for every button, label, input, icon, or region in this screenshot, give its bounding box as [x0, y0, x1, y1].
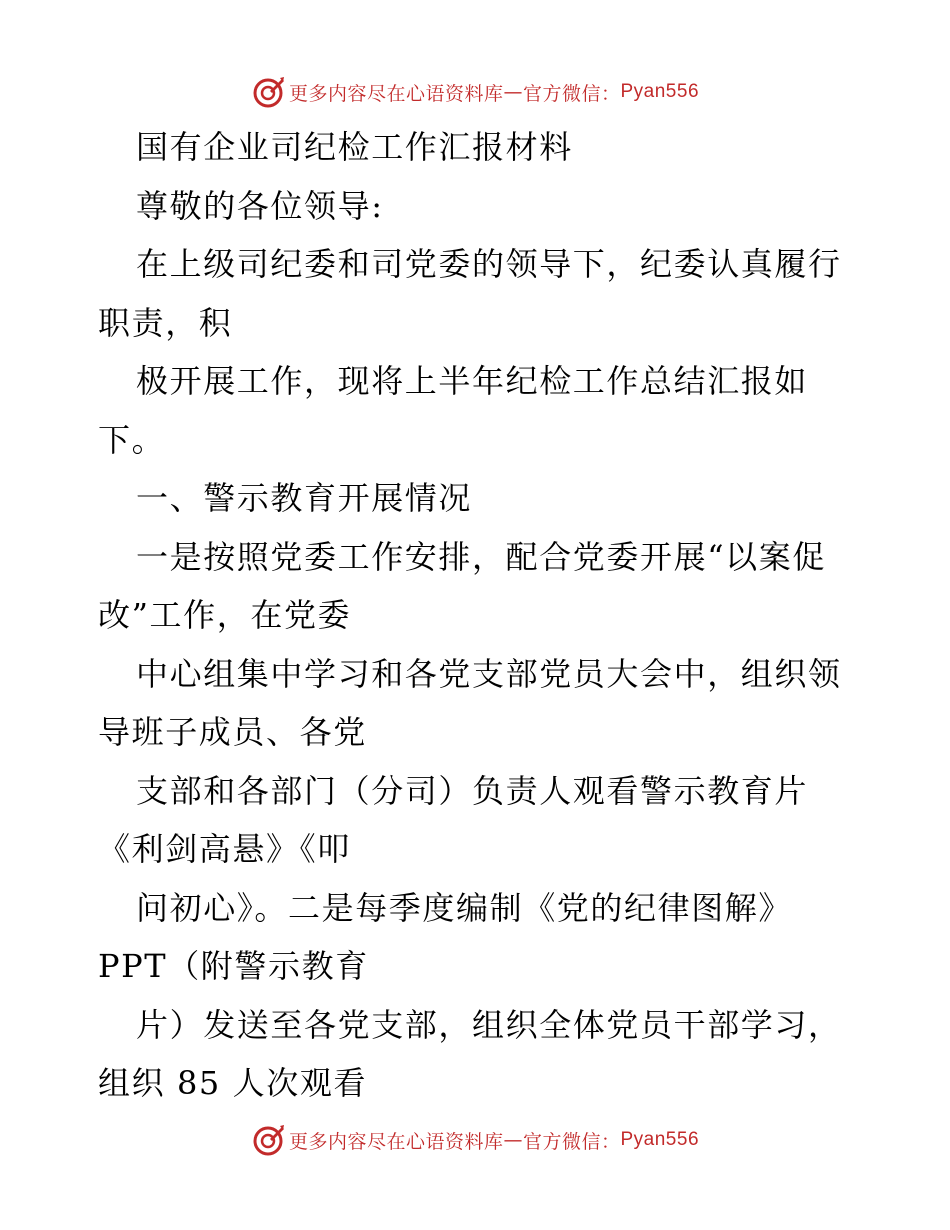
paragraph-line: 片）发送至各党支部，组织全体党员干部学习， [136, 1005, 842, 1044]
document-title: 国有企业司纪检工作汇报材料 [136, 128, 573, 166]
paragraph-line: 导班子成员、各党 [98, 713, 367, 751]
paragraph-line: 改”工作，在党委 [98, 596, 352, 634]
paragraph-line: 在上级司纪委和司党委的领导下，纪委认真履行 [136, 245, 842, 283]
paragraph-line: 支部和各部门（分司）负责人观看警示教育片 [136, 771, 809, 810]
watermark-main-text: 更多内容尽在心语资料库 [288, 1130, 504, 1153]
watermark-wechat-id: Pyan556 [620, 81, 700, 102]
watermark-wechat-id: Pyan556 [620, 1129, 700, 1150]
paragraph-line: 问初心》。二是每季度编制《党的纪律图解》 [136, 888, 793, 927]
paragraph-line: 职责，积 [98, 303, 233, 342]
paragraph-line: 《利剑高悬》《叩 [98, 830, 351, 868]
paragraph-line: 中心组集中学习和各党支部党员大会中，组织领 [136, 654, 842, 693]
watermark-wechat-label: 官方微信： [522, 1130, 621, 1153]
watermark-main-text: 更多内容尽在心语资料库 [288, 82, 504, 105]
paragraph-line: 组织 85 人次观看 [98, 1064, 368, 1102]
paragraph-line: 一是按照党委工作安排，配合党委开展“以案促 [136, 537, 826, 576]
brand-logo-icon [251, 1123, 285, 1157]
watermark-dash: — [503, 81, 523, 103]
salutation: 尊敬的各位领导: [136, 186, 384, 225]
watermark-dash: — [503, 1129, 523, 1151]
paragraph-line: 极开展工作，现将上半年纪检工作总结汇报如 [136, 362, 809, 400]
paragraph-line: PPT（附警示教育 [98, 947, 369, 985]
section-heading: 一、警示教育开展情况 [136, 479, 473, 517]
document-body [98, 118, 858, 1113]
watermark-wechat-label: 官方微信： [522, 82, 621, 105]
footer-watermark [0, 1120, 950, 1160]
paragraph-line: 下。 [98, 420, 166, 459]
header-watermark [0, 72, 950, 112]
brand-logo-icon [251, 75, 285, 109]
